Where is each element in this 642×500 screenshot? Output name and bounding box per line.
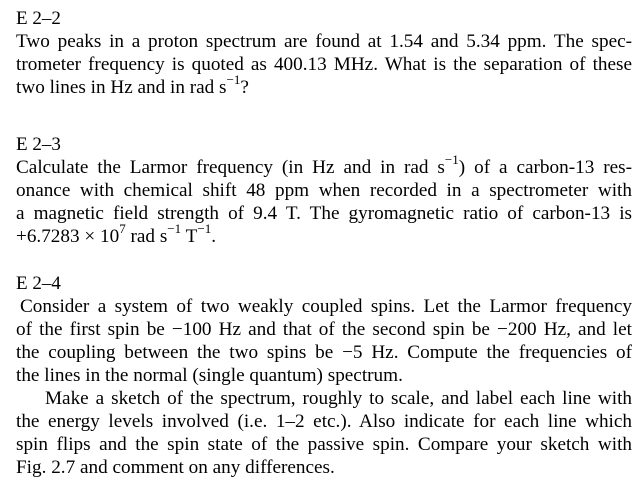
exercise-text-line bbox=[16, 72, 632, 99]
text-segment: T bbox=[181, 226, 198, 247]
exercise-title: E 2–4 bbox=[16, 273, 61, 294]
superscript: 7 bbox=[119, 221, 126, 237]
exercise-text-line: the lines in the normal (single quantum) spectrum. bbox=[16, 365, 403, 386]
exercise-text-line: the energy levels involved (i.e. 1–2 etc.). Also indicate for each line which bbox=[16, 411, 632, 432]
exercise-e2-4 bbox=[16, 273, 632, 479]
exercise-text-line: Fig. 2.7 and comment on any differences. bbox=[16, 457, 335, 478]
exercise-text-line: the coupling between the two spins be −5 Hz. Compute the frequencies of bbox=[16, 342, 632, 363]
text-segment: rad s bbox=[125, 226, 168, 247]
superscript: −1 bbox=[197, 221, 212, 237]
exercise-text-line: of the first spin be −100 Hz and that of the second spin be −200 Hz, and let bbox=[16, 319, 632, 340]
exercise-text-line bbox=[16, 221, 632, 248]
exercise-text-line: Consider a system of two weakly coupled spins. Let the Larmor frequency bbox=[20, 296, 632, 317]
superscript: −1 bbox=[167, 221, 182, 237]
exercise-text-line: trometer frequency is quoted as 400.13 MHz. What is the separation of these bbox=[16, 54, 632, 75]
text-segment: . bbox=[211, 226, 217, 247]
exercise-text-line bbox=[16, 152, 632, 179]
text-segment: ) of a carbon-13 res- bbox=[458, 157, 632, 178]
text-segment: Calculate the Larmor frequency (in Hz and in rad s bbox=[16, 157, 445, 178]
text-segment: two lines in Hz and in rad s bbox=[16, 77, 227, 98]
exercise-e2-3 bbox=[16, 134, 632, 248]
exercise-text-line: onance with chemical shift 48 ppm when recorded in a spectrometer with bbox=[16, 180, 632, 201]
exercise-text-line: Make a sketch of the spectrum, roughly to scale, and label each line with bbox=[45, 388, 632, 409]
exercise-e2-2 bbox=[16, 8, 632, 99]
text-segment: ? bbox=[240, 77, 249, 98]
exercise-title: E 2–2 bbox=[16, 8, 61, 29]
exercise-text-line: Two peaks in a proton spectrum are found at 1.54 and 5.34 ppm. The spec- bbox=[16, 31, 632, 52]
exercise-text-line: spin flips and the spin state of the passive spin. Compare your sketch with bbox=[16, 434, 632, 455]
superscript: −1 bbox=[226, 72, 241, 88]
text-segment: +6.7283 × 10 bbox=[16, 226, 120, 247]
exercise-text-line: a magnetic field strength of 9.4 T. The gyromagnetic ratio of carbon-13 is bbox=[16, 203, 632, 224]
exercise-title: E 2–3 bbox=[16, 134, 61, 155]
superscript: −1 bbox=[444, 152, 459, 168]
